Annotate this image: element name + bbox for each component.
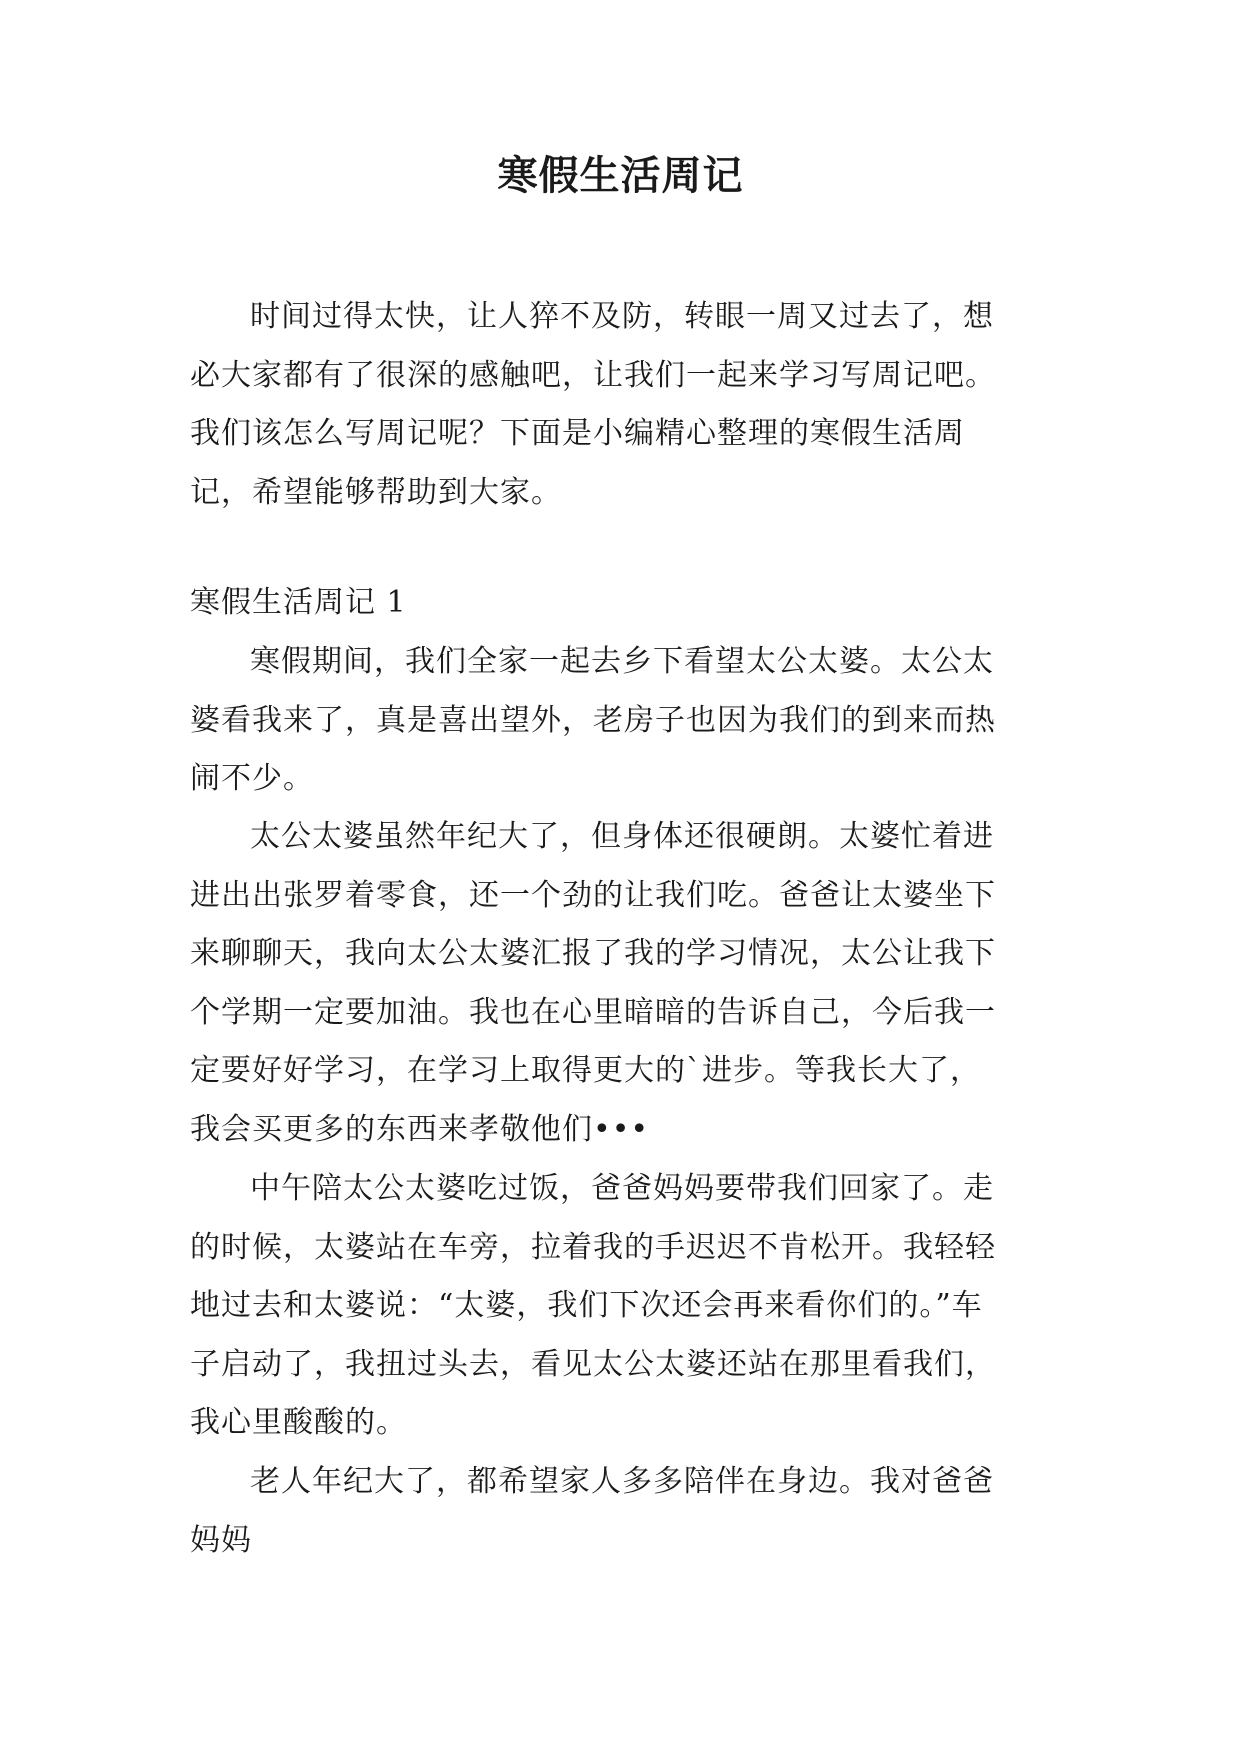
text-line: 定要好好学习，在学习上取得更大的`进步。等我长大了， [190,1053,981,1088]
text-line: 中午陪太公太婆吃过饭，爸爸妈妈要带我们回家了。走 [250,1171,994,1206]
text-line: 妈妈 [190,1522,252,1558]
text-line: 太公太婆虽然年纪大了，但身体还很硬朗。太婆忙着进 [250,819,994,854]
section-heading-text: 寒假生活周记 1 [190,585,407,620]
text-line: 闹不少。 [190,761,314,796]
text-line: 地过去和太婆说：“太婆，我们下次还会再来看你们的。”车 [190,1288,983,1323]
text-line: 时间过得太快，让人猝不及防，转眼一周又过去了，想 [250,299,994,334]
text-line: 我会买更多的东西来孝敬他们••• [190,1111,650,1147]
paragraph-3 [190,1160,1070,1453]
text-line: 子启动了，我扭过头去，看见太公太婆还站在那里看我们， [190,1346,996,1382]
section-heading [190,574,1070,633]
text-line: 寒假期间，我们全家一起去乡下看望太公太婆。太公太 [250,644,994,679]
document-title: 寒假生活周记 [497,152,744,199]
text-line: 必大家都有了很深的感触吧，让我们一起来学习写周记吧。 [190,357,996,393]
text-line: 我们该怎么写周记呢？下面是小编精心整理的寒假生活周 [190,416,965,451]
text-line: 的时候，太婆站在车旁，拉着我的手迟迟不肯松开。我轻轻 [190,1229,996,1265]
paragraph-4 [190,1453,1070,1570]
text-line: 来聊聊天，我向太公太婆汇报了我的学习情况，太公让我下 [190,936,996,971]
paragraph-2 [190,808,1070,1159]
paragraph-1 [190,633,1070,809]
intro-paragraph [190,288,1070,522]
text-line: 记，希望能够帮助到大家。 [190,474,562,510]
text-line: 进出出张罗着零食，还一个劲的让我们吃。爸爸让太婆坐下 [190,877,996,913]
text-line: 婆看我来了，真是喜出望外，老房子也因为我们的到来而热 [190,702,996,738]
text-line: 个学期一定要加油。我也在心里暗暗的告诉自己，今后我一 [190,994,996,1030]
text-line: 我心里酸酸的。 [190,1405,407,1440]
text-line: 老人年纪大了，都希望家人多多陪伴在身边。我对爸爸 [250,1464,994,1499]
